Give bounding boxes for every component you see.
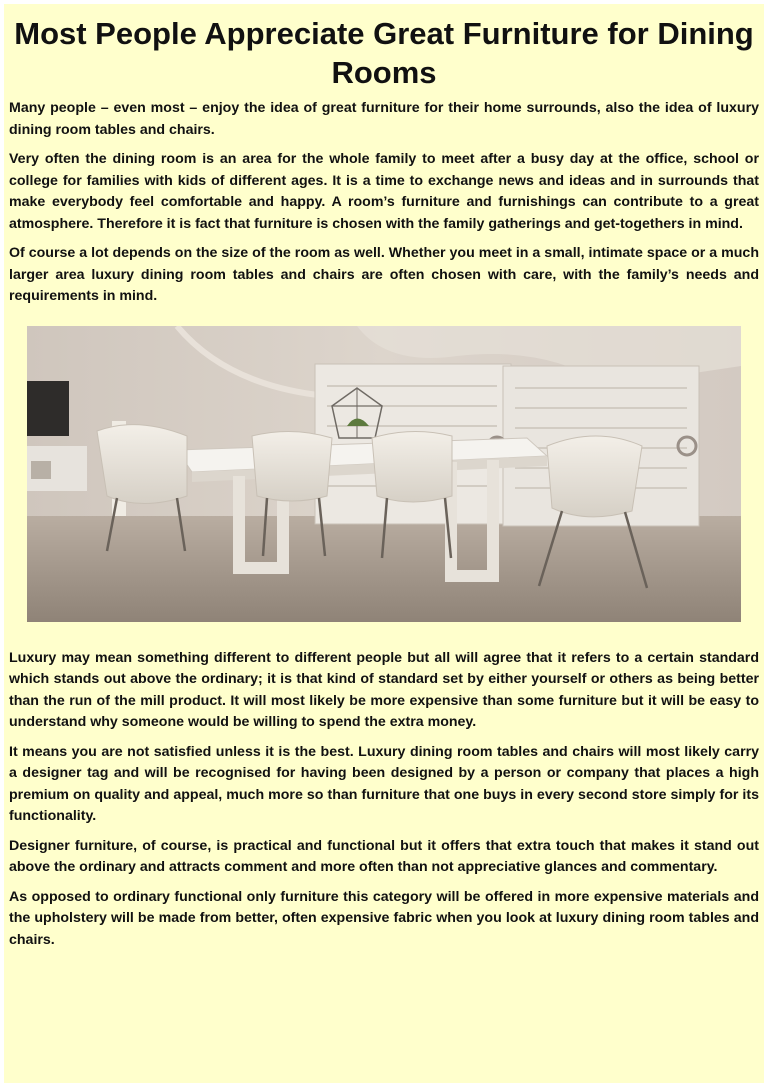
paragraph-materials: As opposed to ordinary functional only furniture this category will be offered in more expensive materials and the upholstery will be made from better, often expensive fabric when you look at luxury dining room tables and chairs.: [9, 888, 759, 948]
document-page: [4, 4, 764, 1083]
page-title: Most People Appreciate Great Furniture for Dining Rooms: [14, 16, 754, 90]
dining-room-photo: [27, 326, 741, 622]
paragraph-room-size: Of course a lot depends on the size of the room as well. Whether you meet in a small, intimate space or a much larger area luxury dining room tables and chairs are often chosen with care, with the family’s needs and requirements in mind.: [9, 245, 759, 304]
paragraph-luxury-meaning: Luxury may mean something different to different people but all will agree that it refers to a certain standard which stands out above the ordinary; it is that kind of standard set by either yourself or others as being better than the run of the mill product. It will most likely be more expensive than some furniture but it will be easy to understand why someone would be willing to spend the extra money.: [9, 649, 759, 730]
paragraph-designer-furniture: Designer furniture, of course, is practical and functional but it offers that extra touch that makes it stand out above the ordinary and attracts comment and more often than not appreciative glances and commentary.: [9, 837, 759, 875]
paragraph-designer-tag: It means you are not satisfied unless it is the best. Luxury dining room tables and chairs will most likely carry a designer tag and will be recognised for having been designed by a person or company that places a high premium on quality and appeal, much more so than furniture that one buys in every second store simply for its functionality.: [9, 743, 759, 824]
paragraph-intro: Many people – even most – enjoy the idea of great furniture for their home surrounds, also the idea of luxury dining room tables and chairs.: [9, 100, 759, 138]
paragraph-family-gatherings: Very often the dining room is an area for the whole family to meet after a busy day at the office, school or college for families with kids of different ages. It is a time to exchange news and ideas and in surrounds that make everybody feel comfortable and happy. A room’s furniture and furnishings can contribute to a great atmosphere. Therefore it is fact that furniture is chosen with the family gatherings and get-togethers in mind.: [9, 151, 759, 232]
